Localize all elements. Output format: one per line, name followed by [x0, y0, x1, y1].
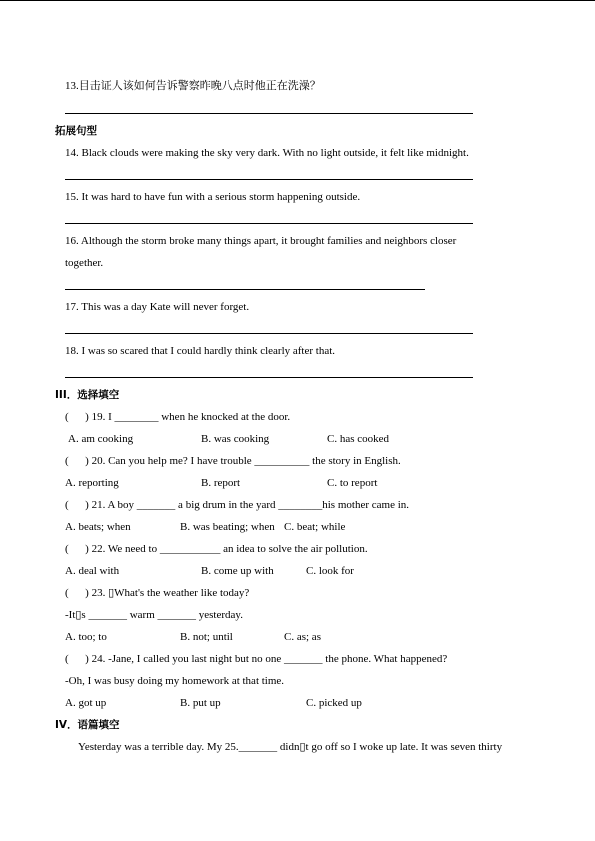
answer-line-13[interactable]: [65, 113, 473, 114]
page-top-border: [0, 0, 595, 1]
answer-line-14[interactable]: [65, 179, 473, 180]
mc-23-option-a[interactable]: A. too; to: [65, 631, 107, 643]
answer-line-15[interactable]: [65, 223, 473, 224]
mc-23-option-b[interactable]: B. not; until: [180, 631, 233, 643]
mc-21-option-a[interactable]: A. beats; when: [65, 521, 131, 533]
mc-stem-20: ( ) 20. Can you help me? I have trouble __________ the story in English.: [65, 455, 401, 467]
mc-stem-24: ( ) 24. -Jane, I called you last night but no one _______ the phone. What happened?: [65, 653, 448, 665]
question-18: 18. I was so scared that I could hardly think clearly after that.: [65, 345, 336, 357]
mc-19-option-c[interactable]: C. has cooked: [327, 433, 390, 445]
mc-22-option-c[interactable]: C. look for: [306, 565, 354, 577]
question-13: 13.目击证人该如何告诉警察昨晚八点时他正在洗澡？: [65, 80, 321, 92]
mc-21-option-b[interactable]: B. was beating; when: [180, 521, 275, 533]
answer-line-17[interactable]: [65, 333, 473, 334]
answer-line-16[interactable]: [65, 289, 425, 290]
question-14: 14. Black clouds were making the sky very dark. With no light outside, it felt like midnight.: [65, 147, 469, 159]
mc-stem-23-reply: -It▯s _______ warm _______ yesterday.: [65, 609, 243, 621]
mc-19-option-a[interactable]: A. am cooking: [68, 433, 134, 445]
section-heading-3: III．选择填空: [55, 389, 120, 401]
mc-19-option-b[interactable]: B. was cooking: [201, 433, 270, 445]
section-heading-4: IV．语篇填空: [55, 719, 120, 731]
answer-line-18[interactable]: [65, 377, 473, 378]
mc-stem-21: ( ) 21. A boy _______ a big drum in the yard ________his mother came in.: [65, 499, 410, 511]
mc-20-option-c[interactable]: C. to report: [327, 477, 378, 489]
mc-23-option-c[interactable]: C. as; as: [284, 631, 321, 643]
mc-20-option-a[interactable]: A. reporting: [65, 477, 119, 489]
mc-24-option-c[interactable]: C. picked up: [306, 697, 362, 709]
mc-24-option-a[interactable]: A. got up: [65, 697, 107, 709]
mc-24-option-b[interactable]: B. put up: [180, 697, 221, 709]
question-15: 15. It was hard to have fun with a serious storm happening outside.: [65, 191, 361, 203]
mc-20-option-b[interactable]: B. report: [201, 477, 241, 489]
mc-stem-23: ( ) 23. ▯What's the weather like today?: [65, 587, 250, 599]
section-heading-expand: 拓展句型: [55, 125, 97, 137]
question-17: 17. This was a day Kate will never forget.: [65, 301, 250, 313]
mc-stem-22: ( ) 22. We need to ___________ an idea to solve the air pollution.: [65, 543, 368, 555]
passage-text: Yesterday was a terrible day. My 25._______ didn▯t go off so I woke up late. It was seven thirty: [78, 741, 503, 753]
mc-stem-24-reply: -Oh, I was busy doing my homework at that time.: [65, 675, 285, 687]
question-16-line2: together.: [65, 257, 104, 269]
mc-stem-19: ( ) 19. I ________ when he knocked at the door.: [65, 411, 291, 423]
mc-22-option-b[interactable]: B. come up with: [201, 565, 274, 577]
mc-22-option-a[interactable]: A. deal with: [65, 565, 120, 577]
mc-21-option-c[interactable]: C. beat; while: [284, 521, 346, 533]
question-16-line1: 16. Although the storm broke many things apart, it brought families and neighbors closer: [65, 235, 457, 247]
